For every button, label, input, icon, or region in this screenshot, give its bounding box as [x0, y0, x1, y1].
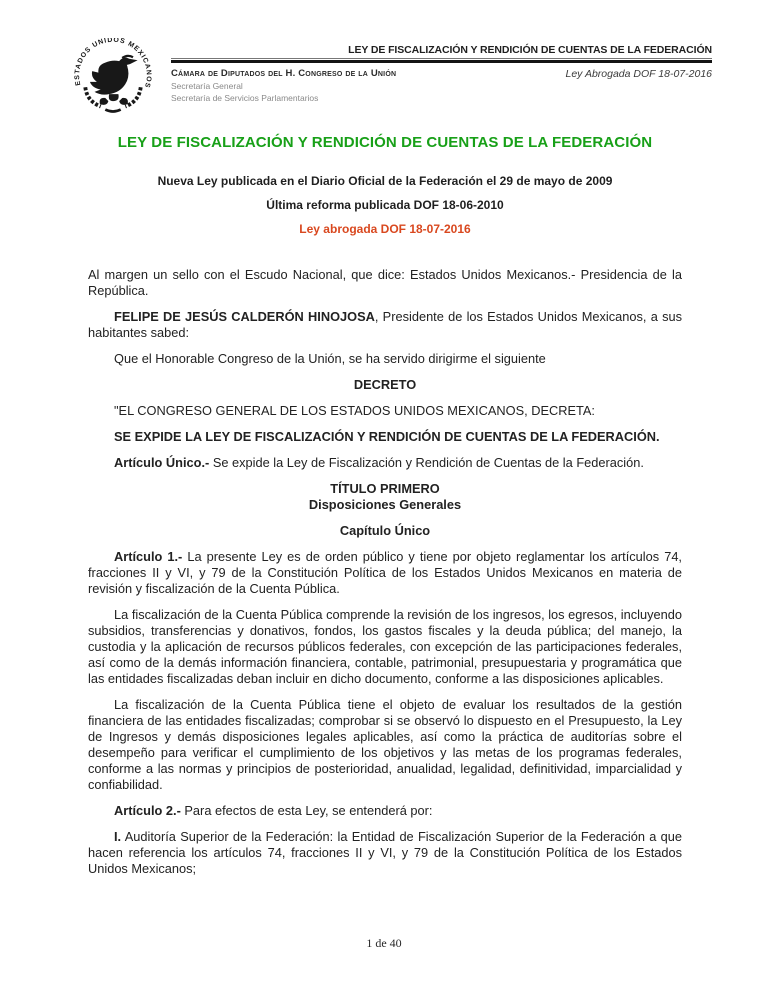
- paragraph-fiscalizacion-object: La fiscalización de la Cuenta Pública tiene el objeto de evaluar los resultados de la gestión financiera de las entidades fiscalizadas; comprobar si se observó lo dispuesto en el Presupuesto, la Ley de Ingresos y demás disposiciones legales aplicables, así como la práctica de auditorías sobre el desempeño para verificar el cumplimiento de los objetivos y las metas de los programas federales, conforme a las normas y principios de posterioridad, anualidad, legalidad, definitividad, imparcialidad y confiabilidad.: [88, 697, 682, 792]
- paragraph-decree-expedition: SE EXPIDE LA LEY DE FISCALIZACIÓN Y RENDICIÓN DE CUENTAS DE LA FEDERACIÓN.: [114, 429, 660, 444]
- articulo-1-lead: Artículo 1.-: [114, 549, 183, 564]
- paragraph-marginal-seal: Al margen un sello con el Escudo Nacional, que dice: Estados Unidos Mexicanos.- Presidencia de la República.: [88, 267, 682, 298]
- national-seal-icon: [74, 38, 152, 118]
- paragraph-fraccion-1: [88, 829, 682, 877]
- paragraph-decree-opening: "EL CONGRESO GENERAL DE LOS ESTADOS UNIDOS MEXICANOS, DECRETA:: [114, 403, 595, 418]
- promulgation-lead: FELIPE DE JESÚS CALDERÓN HINOJOSA: [114, 309, 375, 324]
- articulo-unico-rest: Se expide la Ley de Fiscalización y Rendición de Cuentas de la Federación.: [209, 455, 644, 470]
- header-secretariat-general: Secretaría General: [171, 80, 243, 91]
- fraccion-1-rest: Auditoría Superior de la Federación: la Entidad de Fiscalización Superior de la Federación a que hacen referencia los artículos 74, fracciones II y VI, y 79 de la Constitución Política de los Estados Unidos Mexicanos;: [88, 829, 682, 876]
- fraccion-1-lead: I.: [114, 829, 122, 844]
- header-status-note: Ley Abrogada DOF 18-07-2016: [565, 67, 712, 80]
- titulo-primero-line1: TÍTULO PRIMERO: [330, 481, 440, 496]
- articulo-1-rest: La presente Ley es de orden público y tiene por objeto reglamentar los artículos 74, fracciones II y VI, y 79 de la Constitución Política de los Estados Unidos Mexicanos en materia de revisión y fiscalización de la Cuenta Pública.: [88, 549, 682, 596]
- publication-note: Nueva Ley publicada en el Diario Oficial de la Federación el 29 de mayo de 2009: [157, 174, 613, 188]
- paragraph-promulgation: [88, 309, 682, 341]
- abrogation-note: Ley abrogada DOF 18-07-2016: [299, 222, 471, 236]
- seal-arc-text: ESTADOS UNIDOS MEXICANOS: [74, 38, 152, 89]
- page-header: [171, 44, 712, 103]
- articulo-unico-lead: Artículo Único.-: [114, 455, 210, 470]
- articulo-2-rest: Para efectos de esta Ley, se entenderá por:: [180, 803, 433, 818]
- heading-decreto: DECRETO: [353, 377, 417, 392]
- law-title: LEY DE FISCALIZACIÓN Y RENDICIÓN DE CUENTAS DE LA FEDERACIÓN: [117, 134, 653, 151]
- paragraph-articulo-unico: [88, 455, 682, 471]
- paragraph-congress-transmittal: Que el Honorable Congreso de la Unión, se ha servido dirigirme el siguiente: [114, 351, 546, 366]
- document-title-block: [88, 134, 682, 236]
- heading-titulo-primero: [88, 481, 682, 513]
- titulo-primero-line2: Disposiciones Generales: [308, 497, 462, 512]
- articulo-2-lead: Artículo 2.-: [114, 803, 181, 818]
- document-body: [88, 267, 682, 887]
- header-rule: [171, 60, 712, 63]
- last-reform-note: Última reforma publicada DOF 18-06-2010: [266, 198, 504, 212]
- page-number: 1 de 40: [366, 936, 402, 950]
- heading-capitulo-unico: Capítulo Único: [339, 523, 431, 538]
- eagle-emblem: [85, 56, 140, 112]
- header-org-block: [171, 68, 396, 103]
- paragraph-articulo-1: [88, 549, 682, 597]
- header-secretariat-services: Secretaría de Servicios Parlamentarios: [171, 92, 319, 103]
- promulgation-rest: , Presidente de los Estados Unidos Mexicanos, a sus habitantes sabed:: [88, 309, 682, 340]
- header-org-name: Cámara de Diputados del H. Congreso de la Unión: [171, 67, 397, 79]
- header-doc-title: LEY DE FISCALIZACIÓN Y RENDICIÓN DE CUENTAS DE LA FEDERACIÓN: [171, 44, 712, 59]
- paragraph-fiscalizacion-scope: La fiscalización de la Cuenta Pública comprende la revisión de los ingresos, los egresos, incluyendo subsidios, transferencias y donativos, fondos, los gastos fiscales y la deuda pública; del manejo, la custodia y la aplicación de recursos públicos federales, con excepción de las participaciones federales, así como de la demás información financiera, contable, patrimonial, presupuestaria y programática que las entidades fiscalizadas deban incluir en dicho documento, conforme a las disposiciones aplicables.: [88, 607, 682, 686]
- paragraph-articulo-2: [88, 803, 682, 819]
